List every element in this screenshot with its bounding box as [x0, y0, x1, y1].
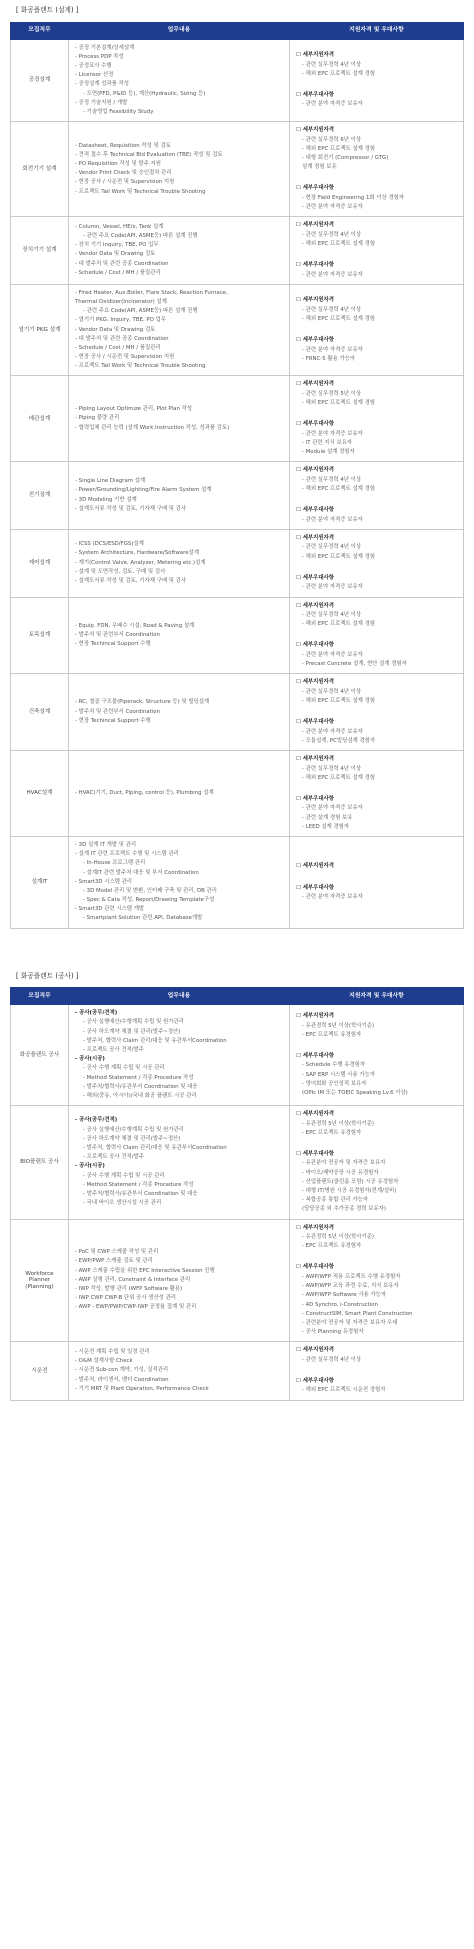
job-category: 장치기기 설계: [11, 217, 69, 285]
required-item: 설계 경험 보유: [302, 164, 337, 171]
job-category: 회전기기 설계: [11, 122, 69, 217]
preferred-item: - 관련 설계 경험 보유: [302, 814, 353, 821]
duties-cell: [69, 529, 290, 597]
qualifications-cell: [290, 836, 464, 928]
duty-item: - Single Line Diagram 설계: [75, 478, 146, 485]
qualifications-cell: [290, 217, 464, 285]
preferred-heading: ☐ 세부우대사항: [296, 1377, 334, 1384]
preferred-item: - 영어회화 공인성적 보유자: [302, 1080, 367, 1087]
duty-item: - 프로젝트 Tail Work 및 Technical Trouble Shooting: [75, 363, 206, 370]
duty-item: - 기술영업 Feasibility Study: [83, 108, 154, 115]
duties-cell: [69, 462, 290, 530]
duty-item: - Method Statement / 각종 Procedure 작성: [83, 1074, 194, 1081]
preferred-heading: ☐ 세부우대사항: [296, 1150, 334, 1157]
duty-item: - 발주처, 협력사 Claim 관리/대응 및 유관부서Coordination: [83, 1037, 227, 1044]
duties-cell: [69, 217, 290, 285]
required-heading: ☐ 세부지원자격: [296, 52, 334, 59]
duty-item: - Vendor Data 및 Drawing 검토: [75, 251, 156, 258]
duties-cell: [69, 1106, 290, 1220]
preferred-heading: ☐ 세부우대사항: [296, 337, 334, 344]
duty-item: - 3D 설계 IT 개발 및 관리: [75, 841, 137, 848]
required-heading: ☐ 세부지원자격: [296, 381, 334, 388]
duty-item: - 관련 주요 Code(API, ASME등) 따른 설계 진행: [83, 233, 198, 240]
preferred-item: - 관련 분야 자격증 보유자: [302, 651, 363, 658]
duty-item: - RC, 철골 구조물(Piperack, Structure 등) 및 빌딩설계: [75, 699, 210, 706]
qualifications-cell: [290, 1005, 464, 1106]
duty-item: - 설계도서류 작성 및 검토, 기자재 구매 및 검사: [75, 578, 187, 585]
duties-cell: [69, 597, 290, 674]
required-item: - 유관경력 5년 이상(학사기준): [302, 1022, 375, 1029]
duty-item: - IWP CWP CWP-B 단위 공사 생산성 관리: [75, 1295, 176, 1302]
preferred-item: - 해외 EPC 프로젝트 시운전 경험자: [302, 1387, 386, 1394]
spacer: [296, 872, 459, 884]
header-qualifications: 지원자격 및 우대사항: [290, 22, 464, 39]
duty-item: - O&M 설계사항 Check: [75, 1358, 133, 1365]
preferred-item: - 산업플랜트(클린룸 포함) 시공 유경험자: [302, 1178, 399, 1185]
duty-item: - 장치 기기 Inquiry, TBE, PO 업무: [75, 242, 159, 249]
duty-item: - HVAC(기기, Duct, Piping, control 등), Plumbing 설계: [75, 789, 214, 796]
required-item: - 관련 실무경력 4년 이상: [302, 688, 362, 695]
duty-item: - System Architecture, Hardware/Software설계: [75, 550, 199, 557]
preferred-item: - 유관분야 전공자 및 자격증 보유자: [302, 1160, 386, 1167]
duty-item: - 공사 실행예산/수행계획 수립 및 원가관리: [83, 1126, 184, 1133]
preferred-item: - 대형 IT/병원 시공 유경험자(전계/설비): [302, 1188, 397, 1195]
qualifications-cell: [290, 597, 464, 674]
duties-cell: [69, 674, 290, 751]
required-heading: ☐ 세부지원자격: [296, 127, 334, 134]
duty-item: - ICSS (DCS/ESD/FGS)설계: [75, 541, 144, 548]
required-item: - 대형 회전기 (Compressor / GTG): [302, 154, 389, 161]
table-header-row: [11, 22, 464, 39]
duty-item: - 시운전 Sub-con 계약, 기성, 실적관리: [75, 1367, 169, 1374]
duty-item: - 견적 접수 후 Technical Bid Evaluation (TBE) 작성 및 검토: [75, 151, 223, 158]
required-item: - 관련 실무경력 5년 이상: [302, 390, 362, 397]
required-item: - 관련 실무경력 4년 이상: [302, 1356, 362, 1363]
required-heading: ☐ 세부지원자격: [296, 1013, 334, 1020]
preferred-item: - 관련 분야 자격증 보유자: [302, 430, 363, 437]
preferred-item: - 바이오/제약공장 시공 유경험자: [302, 1169, 379, 1176]
duty-item: - AWP 실행 관리, Constraint & Interface 관리: [75, 1276, 191, 1283]
duty-item: - 발주처/협력사/유관부서 Coordination 및 대응: [83, 1190, 198, 1197]
duty-item: - Smart3D 관련 시스템 개발: [75, 906, 145, 913]
duty-item: - 3D Modeling 기반 설계: [75, 496, 137, 503]
job-category: HVAC설계: [11, 751, 69, 837]
preferred-item: - IT 관련 지식 보유자: [302, 440, 353, 447]
required-item: - 해외 EPC 프로젝트 설계 경험: [302, 621, 376, 628]
section-title-construction: [ 화공플랜트 (공사) ]: [16, 971, 79, 980]
table-row: [11, 284, 464, 376]
spacer: [296, 1251, 459, 1263]
duty-item: - 공사(공무/견적): [75, 1117, 118, 1124]
table-row: [11, 1342, 464, 1400]
required-item: - 해외 EPC 프로젝트 설계 경험: [302, 70, 376, 77]
duty-item: - 설계도서류 작성 및 검토, 기자재 구매 및 검사: [75, 505, 187, 512]
spacer: [296, 1365, 459, 1377]
duty-item: - 프로젝트 Tail Work 및 Technical Trouble Shooting: [75, 188, 206, 195]
table-row: [11, 217, 464, 285]
qualifications-cell: [290, 529, 464, 597]
qualifications-cell: [290, 751, 464, 837]
job-category: 열기기 PKG 설계: [11, 284, 69, 376]
duty-item: - Power/Grounding/Lighting/Fire Alarm System 설계: [75, 487, 212, 494]
preferred-item: - 모듈설계, PC빌딩설계 경험자: [302, 737, 376, 744]
preferred-item: - 공사 Planning 유경험자: [302, 1329, 364, 1336]
construction-table: [10, 987, 464, 1400]
qualifications-cell: [290, 674, 464, 751]
duty-item: - Licensor 선정: [75, 72, 114, 79]
spacer: [296, 562, 459, 574]
preferred-heading: ☐ 세부우대사항: [296, 795, 334, 802]
table-row: [11, 1005, 464, 1106]
preferred-item: (OPIc IM 또는 TOEIC Speaking Lv.6 이상): [302, 1090, 408, 1097]
table-row: [11, 122, 464, 217]
duty-item: - 프로젝트 공사 견적/발주: [83, 1154, 144, 1161]
duties-cell: [69, 1005, 290, 1106]
duty-item: - In-House 프로그램 관리: [83, 860, 146, 867]
required-item: - 해외 EPC 프로젝트 설계 경험: [302, 553, 376, 560]
preferred-heading: ☐ 세부우대사항: [296, 91, 334, 98]
preferred-item: - 관련 분야 자격증 보유자: [302, 584, 363, 591]
preferred-item: - 관련 분야 자격증 보유자: [302, 204, 363, 211]
table-row: [11, 529, 464, 597]
duty-item: - 협력업체 관리 능력 (설계 Work Instruction 작성, 성과품 검토): [75, 424, 230, 431]
duty-item: - IWP 작성, 발행 관리 (WFP Software 활용): [75, 1286, 183, 1293]
duty-item: - 공사(시공): [75, 1163, 105, 1170]
required-item: - 관련 실무경력 4년 이상: [302, 306, 362, 313]
duty-item: - 현장 공사 / 시운전 및 Supervision 지원: [75, 354, 175, 361]
job-category: 시운전: [11, 1342, 69, 1400]
duties-cell: [69, 1219, 290, 1342]
table-row: [11, 597, 464, 674]
required-item: - 해외 EPC 프로젝트 설계 경험: [302, 315, 376, 322]
required-item: - 해외 EPC 프로젝트 설계 경험: [302, 400, 376, 407]
required-item: - 유관경력 5년 이상(학사기준): [302, 1120, 375, 1127]
job-category: 배관설계: [11, 376, 69, 462]
spacer: [296, 706, 459, 718]
preferred-heading: ☐ 세부우대사항: [296, 574, 334, 581]
duty-item: - 발주처/협력사/유관부서 Coordination 및 대응: [83, 1083, 198, 1090]
duty-item: - 발주처, 협력사 Claim 관리/대응 및 유관부서Coordination: [83, 1144, 227, 1151]
job-category: 화공플랜트 공사: [11, 1005, 69, 1106]
header-duties: 업무내용: [69, 988, 290, 1005]
header-job: 모집직무: [11, 988, 69, 1005]
preferred-heading: ☐ 세부우대사항: [296, 185, 334, 192]
duty-item: - PO Requisition 작성 및 발주 지원: [75, 160, 161, 167]
preferred-item: - SAP ERP 시스템 사용 가능자: [302, 1071, 376, 1078]
duties-cell: [69, 284, 290, 376]
required-item: - 유관경력 5년 이상(학사기준): [302, 1234, 375, 1241]
preferred-item: - LEED 설계 경험자: [302, 823, 350, 830]
duty-item: - 공사 수행 계획 수립 및 시공 관리: [83, 1065, 165, 1072]
duty-item: - 발주처, 라이센서, 벤더 Coordination: [75, 1376, 169, 1383]
preferred-item: - 관련 분야 자격증 보유자: [302, 805, 363, 812]
spacer: [296, 629, 459, 641]
duty-item: - 발주처 및 관련부서 Coordination: [75, 708, 160, 715]
duty-item: - AWP 스케쥴 수립을 위한 EPC Interactive Session 진행: [75, 1267, 215, 1274]
duty-item: - Spec & Cata 작성, Report/Drawing Template구성: [83, 897, 215, 904]
preferred-item: - Schedule 수행 유경험자: [302, 1062, 366, 1069]
preferred-item: - AWP/WFP Software 사용 가능자: [302, 1292, 387, 1299]
table-row: [11, 462, 464, 530]
preferred-item: - FRNC-5 활용 가능자: [302, 355, 356, 362]
preferred-item: - Module 설계 경험자: [302, 449, 355, 456]
duty-item: - 국내 바이오 생산시설 시공 관리: [83, 1200, 162, 1207]
duty-item: - 공정 기술지원 / 개발: [75, 99, 128, 106]
preferred-item: - 관련 분야 자격증 보유자: [302, 516, 363, 523]
qualifications-cell: [290, 39, 464, 122]
table-header-row: [11, 988, 464, 1005]
duties-cell: [69, 751, 290, 837]
duty-item: - Smart3D 시스템 관리: [75, 878, 133, 885]
job-category: 설계IT: [11, 836, 69, 928]
header-duties: 업무내용: [69, 22, 290, 39]
duty-item: - Piping Layout Optimize 관리, Plot Plan 작성: [75, 406, 192, 413]
spacer: [296, 783, 459, 795]
preferred-heading: ☐ 세부우대사항: [296, 262, 334, 269]
preferred-item: - 복합공종 통합 관리 가능자: [302, 1197, 369, 1204]
spacer: [296, 408, 459, 420]
qualifications-cell: [290, 1219, 464, 1342]
duty-item: - 현장 Techincal Support 수행: [75, 640, 151, 647]
duty-item: - Schedule / Cost / MH / 품질관리: [75, 269, 161, 276]
duty-item: - Vendor Data 및 Drawing 검토: [75, 326, 156, 333]
required-heading: ☐ 세부지원자격: [296, 1111, 334, 1118]
duty-item: - 대 발주처 및 관련 공종 Coordination: [75, 260, 169, 267]
spacer: [296, 1040, 459, 1052]
required-item: - EPC 프로젝트 유경험자: [302, 1031, 362, 1038]
duty-item: - 공정 기본설계/상세설계: [75, 44, 135, 51]
duty-item: - 설계 IT 관련 프로젝트 수행 및 시스템 관리: [75, 851, 179, 858]
preferred-item: - 관련 분야 자격증 보유자: [302, 346, 363, 353]
required-item: - 해외 EPC 프로젝트 설계 경험: [302, 145, 376, 152]
duty-item: - PoC 및 CWP 스케줄 작성 및 관리: [75, 1249, 159, 1256]
preferred-item: - 관련 분야 자격증 보유자: [302, 101, 363, 108]
spacer: [296, 172, 459, 184]
required-heading: ☐ 세부지원자격: [296, 297, 334, 304]
duties-cell: [69, 836, 290, 928]
job-category: 건축설계: [11, 674, 69, 751]
table-row: [11, 376, 464, 462]
table-row: [11, 1106, 464, 1220]
duty-item: - Smartplant Solution 관련 API, Database개발: [83, 915, 203, 922]
duty-item: - Process PDP 작성: [75, 53, 124, 60]
duty-item: - 공사 하도계약 체결 및 관리(발주~정산): [83, 1028, 181, 1035]
required-item: - 해외 EPC 프로젝트 설계 경험: [302, 486, 376, 493]
duty-item: - 열기기 PKG. Inquiry, TBE, PO 업무: [75, 317, 167, 324]
preferred-item: - 관련 분야 자격증 보유자: [302, 728, 363, 735]
table-row: [11, 39, 464, 122]
required-item: - 해외 EPC 프로젝트 설계 경험: [302, 240, 376, 247]
duty-item: - 현장 공사 / 시운전 및 Supervision 지원: [75, 179, 175, 186]
required-heading: ☐ 세부지원자격: [296, 602, 334, 609]
qualifications-cell: [290, 122, 464, 217]
required-heading: ☐ 세부지원자격: [296, 534, 334, 541]
duty-item: - 대 발주처 및 관련 공종 Coordination: [75, 335, 169, 342]
spacer: [296, 324, 459, 336]
preferred-item: - 관련 분야 자격증 보유자: [302, 271, 363, 278]
duty-item: - 공정설계 성과품 작성: [75, 81, 129, 88]
duty-item: - Equip. FDN, 우배수 시설, Road & Paving 설계: [75, 622, 195, 629]
duties-cell: [69, 39, 290, 122]
duty-item: - 공사 수행 계획 수립 및 시공 관리: [83, 1172, 165, 1179]
duty-item: - Vendor Print Check 및 승인절차 관리: [75, 170, 172, 177]
duty-item: - Piping 물량 관리: [75, 415, 120, 422]
duty-item: Thermal Oxidizer(Incinerator) 설계: [75, 298, 167, 305]
preferred-heading: ☐ 세부우대사항: [296, 642, 334, 649]
duty-item: - 공정묘사 수행: [75, 62, 112, 69]
job-category: 전기설계: [11, 462, 69, 530]
duty-item: - Column, Vessel, HE/x, Tank 설계: [75, 223, 164, 230]
required-heading: ☐ 세부지원자격: [296, 679, 334, 686]
duty-item: - AWP - EWP/PWP/CWP-IWP 공정율 집계 및 관리: [75, 1304, 197, 1311]
required-item: - 관련 실무경력 6년 이상: [302, 136, 362, 143]
required-heading: ☐ 세부지원자격: [296, 222, 334, 229]
required-heading: ☐ 세부지원자격: [296, 1347, 334, 1354]
duty-item: - 발주처 및 관련부서 Coordination: [75, 631, 160, 638]
preferred-item: - Precast Concrete 설계, 현안 설계 경험자: [302, 661, 407, 668]
table-row: [11, 751, 464, 837]
table-row: [11, 674, 464, 751]
preferred-item: - AWP/WFP 적용 프로젝트 수행 유경험자: [302, 1273, 401, 1280]
job-category: 제어설계: [11, 529, 69, 597]
qualifications-cell: [290, 1342, 464, 1400]
duty-item: - 설계IT 관련 발주처 대응 및 부서 Coordination: [83, 869, 199, 876]
duty-item: - 공사(시공): [75, 1056, 105, 1063]
duty-item: - 프로젝트 공사 견적/발주: [83, 1046, 144, 1053]
spacer: [296, 1138, 459, 1150]
duty-item: - 기기 MRT 및 Plant Operation, Performance Check: [75, 1385, 209, 1392]
header-job: 모집직무: [11, 22, 69, 39]
duty-item: - 3D Model 관리 및 변환, 인터페 구축 및 관리, DB 관리: [83, 887, 217, 894]
preferred-item: - 관련분야 전공자 및 자격증 보유자 우대: [302, 1319, 398, 1326]
duty-item: - Method Statement / 각종 Procedure 작성: [83, 1181, 194, 1188]
section-title-design: [ 화공플랜트 (설계) ]: [16, 6, 79, 14]
preferred-heading: ☐ 세부우대사항: [296, 1264, 334, 1271]
required-item: - 관련 실무경력 4년 이상: [302, 544, 362, 551]
duty-item: - Schedule / Cost / MH / 품질관리: [75, 344, 161, 351]
preferred-heading: ☐ 세부우대사항: [296, 1052, 334, 1059]
duty-item: - 도면(PFD, P&ID 등), 계산(Hydraulic, Sizing 등): [83, 90, 206, 97]
duty-item: - 설계 및 도면작성, 검토, 구매 및 검사: [75, 568, 166, 575]
required-heading: ☐ 세부지원자격: [296, 1224, 334, 1231]
required-heading: ☐ 세부지원자격: [296, 467, 334, 474]
required-item: - 관련 실무경력 4년 이상: [302, 61, 362, 68]
preferred-item: - ConstructSIM, Smart Plant Construction: [302, 1310, 413, 1317]
required-item: - 관련 실무경력 4년 이상: [302, 231, 362, 238]
duty-item: - 관련 주요 Code(API, ASME등) 따른 설계 진행: [83, 308, 198, 315]
duty-item: - 공사(공무/견적): [75, 1010, 118, 1017]
duty-item: - 공사 하도계약 체결 및 관리(발주~정산): [83, 1135, 181, 1142]
preferred-heading: ☐ 세부우대사항: [296, 884, 334, 891]
required-item: - 해외 EPC 프로젝트 설계 경험: [302, 697, 376, 704]
duty-item: - 계기(Control Valve, Analyzer, Metering etc.)설계: [75, 559, 206, 566]
required-heading: ☐ 세부지원자격: [296, 863, 334, 870]
required-item: - 관련 실무경력 4년 이상: [302, 476, 362, 483]
header-qualifications: 지원자격 및 우대사항: [290, 988, 464, 1005]
qualifications-cell: [290, 376, 464, 462]
duty-item: - 현장 Techincal Support 수행: [75, 717, 151, 724]
preferred-item: - 4D Synchro, i-Construction: [302, 1301, 378, 1308]
preferred-item: (담당공종 외 추가공종 경력 보유자): [302, 1206, 386, 1213]
preferred-heading: ☐ 세부우대사항: [296, 507, 334, 514]
job-category: Workforce Planner (Planning): [11, 1219, 69, 1342]
preferred-item: - AWP/WFP 교육 과정 수료, 지식 보유자: [302, 1283, 399, 1290]
qualifications-cell: [290, 462, 464, 530]
required-heading: ☐ 세부지원자격: [296, 756, 334, 763]
required-item: - 해외 EPC 프로젝트 설계 경험: [302, 774, 376, 781]
qualifications-cell: [290, 284, 464, 376]
duty-item: - Datasheet, Requisition 작성 및 검토: [75, 142, 171, 149]
preferred-heading: ☐ 세부우대사항: [296, 421, 334, 428]
required-item: - 관련 실무경력 4년 이상: [302, 765, 362, 772]
job-category: 공정설계: [11, 39, 69, 122]
job-category: 토목설계: [11, 597, 69, 674]
duties-cell: [69, 1342, 290, 1400]
duty-item: - 시운전 계획 수립 및 일정 관리: [75, 1349, 150, 1355]
required-item: - EPC 프로젝트 유경험자: [302, 1129, 362, 1136]
table-row: [11, 1219, 464, 1342]
duty-item: - 해외(중동, 아시아)/국내 화공 플랜트 시공 관리: [83, 1092, 197, 1099]
duty-item: - EWP/PWP 스케쥴 검토 및 관리: [75, 1258, 153, 1265]
design-table: [10, 22, 464, 929]
required-item: - EPC 프로젝트 유경험자: [302, 1243, 362, 1250]
duty-item: - 공사 실행예산/수행계획 수립 및 원가관리: [83, 1019, 184, 1026]
table-row: [11, 836, 464, 928]
duties-cell: [69, 122, 290, 217]
duty-item: - Fired Heater, Aux.Boiler, Flare Stack, Reaction Furnace,: [75, 289, 228, 296]
spacer: [296, 494, 459, 506]
preferred-item: - 관련 분야 자격증 보유자: [302, 894, 363, 901]
spacer: [296, 79, 459, 91]
required-item: - 관련 실무경력 4년 이상: [302, 612, 362, 619]
job-category: BIO플랜트 공사: [11, 1106, 69, 1220]
duties-cell: [69, 376, 290, 462]
preferred-item: - 현장 Field Engineering 1회 이상 경험자: [302, 194, 405, 201]
spacer: [296, 249, 459, 261]
qualifications-cell: [290, 1106, 464, 1220]
preferred-heading: ☐ 세부우대사항: [296, 719, 334, 726]
